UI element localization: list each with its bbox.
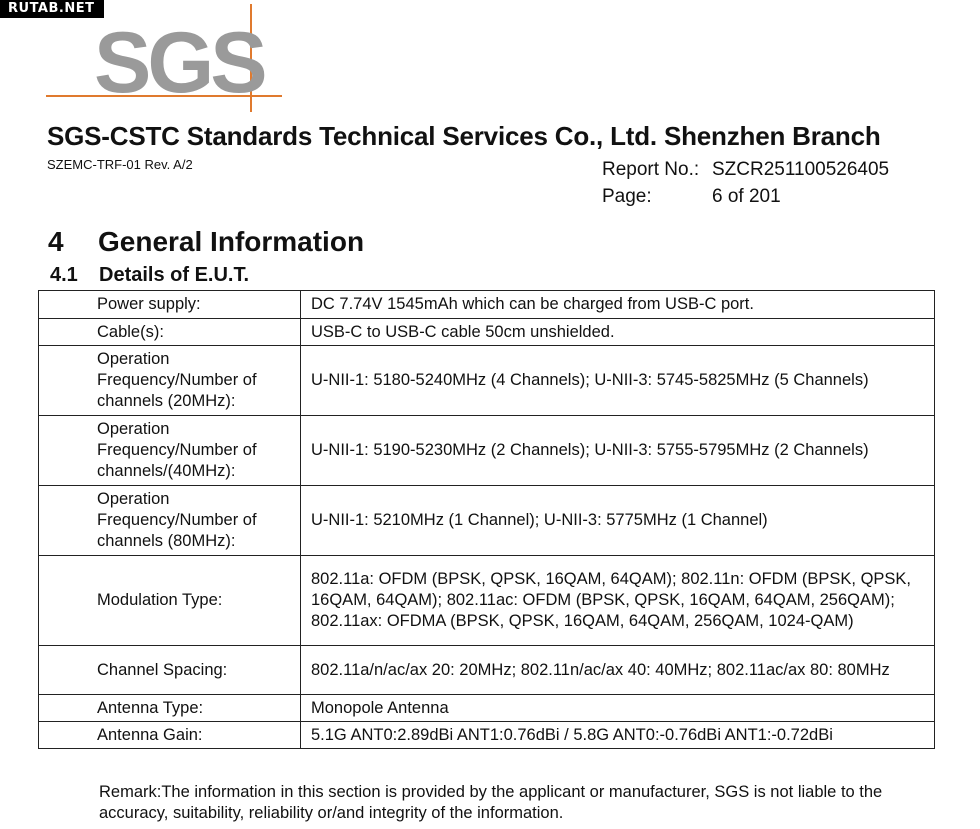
table-row <box>39 291 935 319</box>
table-row <box>39 319 935 346</box>
table-row <box>39 346 935 416</box>
section-title: General Information <box>98 226 365 257</box>
subsection-title: Details of E.U.T. <box>99 264 250 286</box>
eut-details-table <box>38 290 935 749</box>
sgs-logo <box>46 4 286 114</box>
form-id: SZEMC-TRF-01 Rev. A/2 <box>47 157 193 172</box>
row-label: Cable(s): <box>39 319 301 346</box>
watermark: RUTAB.NET <box>0 0 104 18</box>
table-row <box>39 416 935 486</box>
table-row <box>39 695 935 722</box>
row-value: USB-C to USB-C cable 50cm unshielded. <box>301 319 935 346</box>
row-value: 5.1G ANT0:2.89dBi ANT1:0.76dBi / 5.8G ANT0:-0.76dBi ANT1:-0.72dBi <box>301 722 935 749</box>
table-row <box>39 556 935 646</box>
row-value: 802.11a: OFDM (BPSK, QPSK, 16QAM, 64QAM); 802.11n: OFDM (BPSK, QPSK, 16QAM, 64QAM); 802.11ac: OFDM (BPSK, QPSK, 16QAM, 64QAM, 256QAM); 802.11ax: OFDMA (BPSK, QPSK, 16QAM, 64QAM, 256QAM, 1024-QAM) <box>301 556 935 646</box>
table-row <box>39 646 935 695</box>
table-row <box>39 722 935 749</box>
row-value: DC 7.74V 1545mAh which can be charged from USB-C port. <box>301 291 935 319</box>
report-number-label: Report No.: <box>602 159 700 180</box>
subsection-number: 4.1 <box>50 264 78 286</box>
row-label: Operation Frequency/Number of channels/(40MHz): <box>39 416 301 486</box>
row-label: Modulation Type: <box>39 556 301 646</box>
row-label: Operation Frequency/Number of channels (80MHz): <box>39 486 301 556</box>
page-label: Page: <box>602 186 652 207</box>
report-info <box>602 159 889 213</box>
page-number: 6 of 201 <box>712 186 781 207</box>
row-label: Channel Spacing: <box>39 646 301 695</box>
logo-letters: SGS <box>94 15 264 111</box>
remark-text: Remark:The information in this section is provided by the applicant or manufacturer, SGS is not liable to the accuracy, suitability, reliability or/and integrity of the information. <box>99 783 883 822</box>
row-label: Antenna Gain: <box>39 722 301 749</box>
section-heading <box>48 226 364 258</box>
company-name: SGS-CSTC Standards Technical Services Co., Ltd. Shenzhen Branch <box>47 121 881 151</box>
row-value: U-NII-1: 5210MHz (1 Channel); U-NII-3: 5775MHz (1 Channel) <box>301 486 935 556</box>
row-value: 802.11a/n/ac/ax 20: 20MHz; 802.11n/ac/ax 40: 40MHz; 802.11ac/ax 80: 80MHz <box>301 646 935 695</box>
row-label: Antenna Type: <box>39 695 301 722</box>
row-label: Operation Frequency/Number of channels (20MHz): <box>39 346 301 416</box>
row-value: Monopole Antenna <box>301 695 935 722</box>
row-value: U-NII-1: 5180-5240MHz (4 Channels); U-NII-3: 5745-5825MHz (5 Channels) <box>301 346 935 416</box>
subsection-heading <box>50 264 249 287</box>
table-row <box>39 486 935 556</box>
row-label: Power supply: <box>39 291 301 319</box>
section-number: 4 <box>48 226 64 257</box>
report-number: SZCR251100526405 <box>712 159 890 180</box>
row-value: U-NII-1: 5190-5230MHz (2 Channels); U-NII-3: 5755-5795MHz (2 Channels) <box>301 416 935 486</box>
